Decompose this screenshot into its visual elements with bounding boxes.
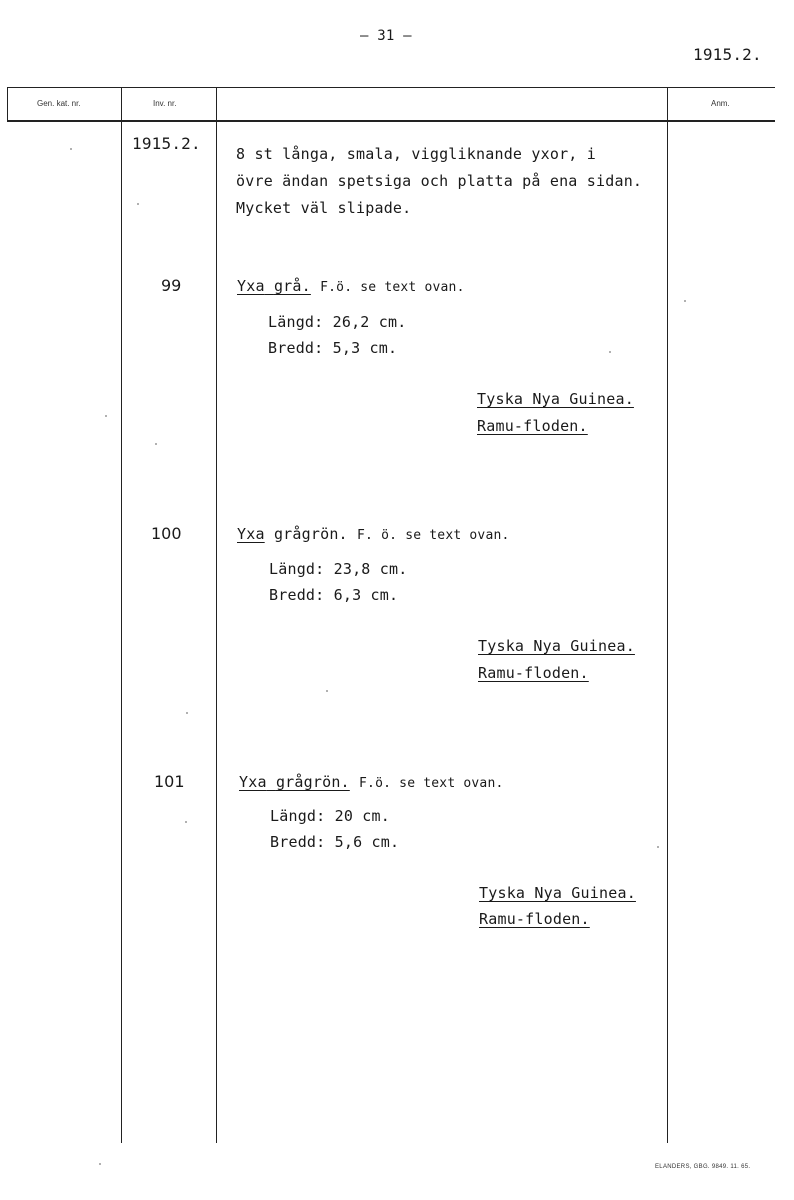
entry-width: Bredd: 6,3 cm. <box>269 586 399 604</box>
header-anm: Anm. <box>711 99 730 108</box>
entry-length: Längd: 20 cm. <box>270 807 390 825</box>
entry-note: F.ö. se text ovan. <box>359 776 504 791</box>
entry-place: Ramu-floden. <box>477 417 588 435</box>
entry-color: grågrön. <box>273 525 348 543</box>
table-left-edge <box>7 87 8 121</box>
entry-note: F.ö. se text ovan. <box>320 280 465 295</box>
intro-inv-number: 1915.2. <box>132 134 201 153</box>
entry-width: Bredd: 5,3 cm. <box>268 339 398 357</box>
entry-length: Längd: 23,8 cm. <box>269 560 408 578</box>
entry-name: Yxa <box>237 277 265 295</box>
scan-speck <box>137 203 139 205</box>
page-number: – 31 – <box>360 28 412 44</box>
intro-description <box>236 145 642 226</box>
entry-title <box>239 773 504 791</box>
entry-region: Tyska Nya Guinea. <box>479 884 636 902</box>
entry-width: Bredd: 5,6 cm. <box>270 833 400 851</box>
scan-speck <box>684 300 686 302</box>
intro-line: Mycket väl slipade. <box>236 199 412 217</box>
scan-speck <box>105 415 107 417</box>
entry-title <box>237 277 465 295</box>
intro-line: övre ändan spetsiga och platta på ena sidan. <box>236 172 643 190</box>
intro-line: 8 st långa, smala, viggliknande yxor, i <box>236 145 596 163</box>
entry-title <box>237 525 510 543</box>
column-divider-right <box>667 87 668 1143</box>
entry-region: Tyska Nya Guinea. <box>477 390 634 408</box>
scan-speck <box>99 1163 101 1165</box>
scan-speck <box>155 443 157 445</box>
scan-speck <box>185 821 187 823</box>
entry-length: Längd: 26,2 cm. <box>268 313 407 331</box>
table-header-bottom-border <box>7 120 775 122</box>
entry-color: grågrön. <box>275 773 350 791</box>
header-inv-nr: Inv. nr. <box>153 99 177 108</box>
entry-region: Tyska Nya Guinea. <box>478 637 635 655</box>
entry-place: Ramu-floden. <box>479 910 590 928</box>
entry-inv-number: 100 <box>151 524 182 543</box>
entry-place: Ramu-floden. <box>478 664 589 682</box>
column-divider-left <box>121 87 122 1143</box>
scan-speck <box>326 690 328 692</box>
scan-speck <box>609 351 611 353</box>
entry-note: F. ö. se text ovan. <box>357 528 510 543</box>
entry-name: Yxa <box>237 525 265 543</box>
table-top-border <box>7 87 775 88</box>
entry-name: Yxa <box>239 773 267 791</box>
printer-mark: ELANDERS, GBG. 9849. 11. 65. <box>655 1164 751 1170</box>
scan-speck <box>186 712 188 714</box>
entry-inv-number: 99 <box>161 276 182 295</box>
scan-speck <box>70 148 72 150</box>
entry-inv-number: 101 <box>154 772 185 791</box>
scan-speck <box>657 846 659 848</box>
header-gen-kat-nr: Gen. kat. nr. <box>37 99 81 108</box>
series-code: 1915.2. <box>693 45 762 64</box>
column-divider-middle <box>216 87 217 1143</box>
entry-color: grå. <box>273 277 311 295</box>
